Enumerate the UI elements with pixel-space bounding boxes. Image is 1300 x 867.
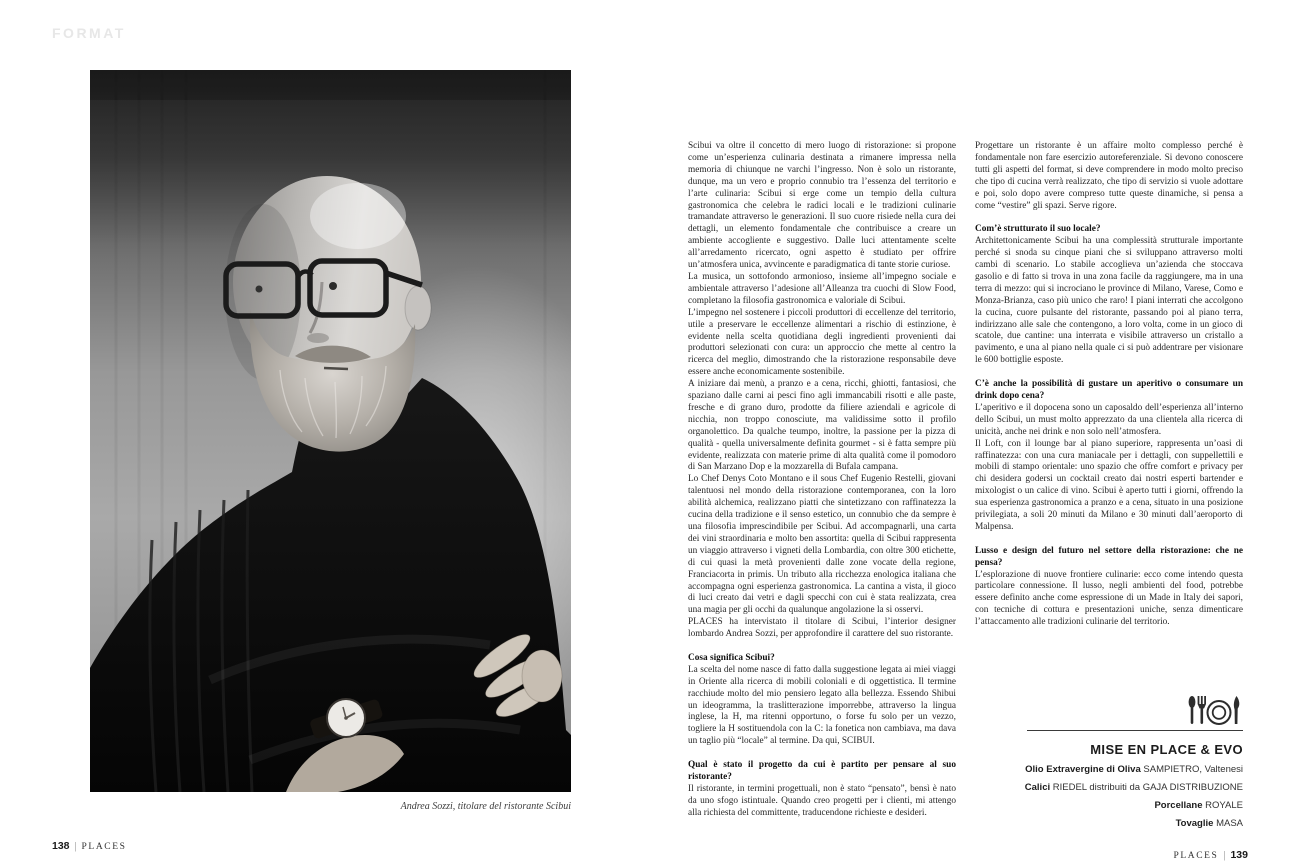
right-eye — [329, 282, 337, 290]
article-column-2 — [975, 141, 1243, 629]
mise-item-value: MASA — [1216, 818, 1243, 829]
plate-icon — [1208, 701, 1231, 724]
interview-question: Com’è strutturato il suo locale? — [975, 224, 1101, 235]
mise-item-label: Calici — [1024, 782, 1051, 793]
article-paragraph: Scibui va oltre il concetto di mero luogo di ristorazione: si propone come un’esperienza culinaria destinata a rimanere impressa nella memoria di chiunque ne varchi l’ingresso. Non è solo un ristorante, dunque, ma un vero e proprio connubio tra l’essenza del territorio e l’arte culinaria: Scibui si erge come un tempio della cultura gastronomica che celebra le radici locali e le tradizioni culinarie tramandate attraverso le generazioni. Il suo cuore risiede nella cura dei dettagli, un elemento fondamentale che contribuisce a creare un ambiente accogliente e suggestivo. Dalle luci attentamente scelte all’arredamento ricercato, ogni aspetto è studiato per offrire un’atmosfera unica, avvincente e paradigmatica di tante storie curiose. — [688, 141, 956, 271]
cutlery-plate-icon — [983, 694, 1243, 726]
left-eye — [256, 286, 263, 293]
fork-icon — [1198, 696, 1206, 724]
article-paragraph: A iniziare dai menù, a pranzo e a cena, ricchi, ghiotti, fantasiosi, che spaziano dalle carni ai pesci fino agli immancabili risotti e alle paste, fresche e di grano duro, prodotte da filiere aziendali e agricole di nicchia, non troppo conosciute, ma validissime sotto il profilo organolettico. Da qualche teumpo, inoltre, la passione per la pizza di qualità - quella universalmente definita gourmet - si è fatta sempre più evidente, realizzata con materie prime di alta qualità come il pomodoro di San Marzano Dop e la mozzarella di Bufala campana. — [688, 379, 956, 473]
article-paragraph: L’esplorazione di nuove frontiere culinarie: ecco come intendo questa particolare connessione. Il lusso, negli ambienti del food, potrebbe essere definito anche come espressione di un Made in Italy dei sapori, con tecniche di cottura e presentazioni uniche, senza dimenticare l’attaccamento alle tradizioni culinarie del territorio. — [975, 569, 1243, 628]
article-paragraph: PLACES ha intervistato il titolare di Scibui, l’interior designer lombardo Andrea Sozzi, per approfondire il carattere del suo ristorante. — [688, 617, 956, 640]
article-paragraph: La musica, un sottofondo armonioso, insieme all’impegno sociale e ambientale attraverso l’adesione all’Alleanza tra cuochi di Slow Food, completano la filosofia gastronomica e valoriale di Scibui. — [688, 271, 956, 306]
mise-item-label: Porcellane — [1154, 800, 1203, 811]
mise-item-label: Olio Extravergine di Oliva — [1025, 764, 1141, 775]
forehead-highlight — [310, 183, 406, 249]
interview-question: C’è anche la possibilità di gustare un aperitivo o consumare un drink dopo cena? — [975, 379, 1243, 401]
mise-item — [983, 800, 1243, 811]
footer-right — [1173, 849, 1248, 861]
article-paragraph: Architettonicamente Scibui ha una complessità strutturale importante perché si snoda su cinque piani che si sviluppano attraverso molti cambi di scenario. Lo stabile accoglieva un’azienda che stoccava gasolio e di fatto si trova in una zona facile da raggiungere, ma in una terra di mezzo: qui si incrociano le province di Milano, Varese, Como e Monza-Brianza, caso più unico che raro! I piani interrati che accolgono la cucina, cuore pulsante del ristorante, passando poi al piano terra, indirizzano alle sale che contengono, a loro volta, come in un gioco di scatole, due cantine: una interrata e visibile attraverso un cristallo a pavimento, e una al piano nella quale ci si può addentrare per visionare le 600 bottiglie esposte. — [975, 236, 1243, 366]
article-paragraph: Lo Chef Denys Coto Montano e il sous Chef Eugenio Restelli, giovani talentuosi nel mondo della ristorazione contemporanea, con la loro abilità alchemica, realizzano piatti che sintetizzano con raffinatezza la cucina della tradizione e il senso estetico, un connubio che da sempre è una filosofia imprescindibile per Scibui. Ad accompagnarli, una carta dei vini straordinaria e molto ben assortita: quella di Scibui rappresenta un viaggio attraverso i vigneti della Lombardia, con oltre 300 etichette, di cui quasi la metà provenienti dalle zone vocate della regione, Franciacorta in primis. Un tributo alla ricchezza enologica italiana che accompagna ogni esperienza gastronomica. La cantina a vista, il gioco di luci creato dai vetri e dagli specchi con cui è stata realizzata, crea una magia per gli occhi da qualunque angolazione la si osservi. — [688, 474, 956, 616]
mise-item — [983, 764, 1243, 775]
ear — [405, 286, 431, 330]
page-number: 138 — [52, 840, 70, 852]
mise-item-label: Tovaglie — [1175, 818, 1214, 829]
article-paragraph: La scelta del nome nasce di fatto dalla suggestione legata ai miei viaggi in Oriente alla ricerca di mobili coloniali e di oggettistica. Il termine racchiude molto del mio pensiero legato alla bellezza. Essendo Shibui un ideogramma, la traslitterazione imporrebbe, attraverso la lingua inglese, la H, ma ritenni opportuno, o forse fu solo per un vezzo, togliere la H sostituendola con la C: la fonetica non cambiava, ma dava un taglio più “locale” al termine. Da qui, SCIBUI. — [688, 664, 956, 747]
article-paragraph: Il ristorante, in termini progettuali, non è stato “pensato”, bensì è nato da uno sfogo istintuale. Quando creo progetti per i clienti, mi attengo alla richiesta del committente, traducendone richieste e desideri. — [688, 783, 956, 818]
article-paragraph: L’aperitivo e il dopocena sono un caposaldo dell’esperienza all’interno dello Scibui, un must molto apprezzato da una clientela alla ricerca di unicità, anche nei drink e non solo nell’atmosfera. — [975, 402, 1243, 437]
footer-separator: | — [74, 841, 77, 852]
portrait-photo — [90, 70, 571, 792]
article-paragraph: L’impegno nel sostenere i piccoli produttori di eccellenze del territorio, utile a preservare le eccellenze alimentari a rischio di estinzione, è evidente nella scelta quotidiana degli ingredienti provenienti dai produttori selezionati con cura: un approccio che mette al centro la ricerca del meglio, dimostrando che la ristorazione responsabile deve essere anche economicamente sostenibile. — [688, 307, 956, 378]
mise-title: MISE EN PLACE & EVO — [1090, 742, 1243, 757]
mise-item-value: SAMPIETRO, Valtenesi — [1143, 764, 1243, 775]
mouth-line — [324, 368, 348, 369]
magazine-name: PLACES — [1173, 851, 1219, 861]
mise-divider — [1027, 730, 1243, 731]
mise-en-place-section — [983, 694, 1243, 829]
mise-item — [983, 782, 1243, 793]
article-paragraph: Progettare un ristorante è un affaire molto complesso perché è fondamentale non fare esercizio autoreferenziale. Si devono conoscere tutti gli aspetti del format, si deve comprendere in modo molto preciso che tipo di cucina verrà realizzato, che tipo di servizio si vuole adottare e poi, solo dopo avere compreso tutte queste dinamiche, si pensa a come “vestire” gli spazi. Serve rigore. — [975, 141, 1243, 211]
mise-item-value: RIEDEL distribuiti da GAJA DISTRIBUZIONE — [1052, 782, 1243, 793]
footer-left — [52, 840, 127, 852]
knife-icon — [1234, 696, 1239, 724]
magazine-name: PLACES — [81, 842, 127, 852]
article-column-1 — [688, 141, 956, 820]
mise-item-value: ROYALE — [1205, 800, 1243, 811]
interview-question: Cosa significa Scibui? — [688, 652, 775, 663]
article-paragraph: Il Loft, con il lounge bar al piano superiore, rappresenta un’oasi di raffinatezza: con una cura maniacale per i dettagli, con suppellettili e mobili di stampo orientale: uno spazio che offre comfort e privacy per chi desidera godersi un cocktail creato dai nostri esperti bartender e mixologist o un calice di vino. Scibui è aperto tutti i giorni, offrendo la sua esperienza gastronomica a pranzo e a cena, situato in una posizione privilegiata, a soli 20 minuti da Milano e 30 minuti dall’aeroporto di Malpensa. — [975, 438, 1243, 532]
footer-separator: | — [1223, 850, 1226, 861]
portrait-photo-art — [90, 70, 571, 792]
spoon-icon — [1189, 696, 1196, 724]
interview-question: Lusso e design del futuro nel settore della ristorazione: che ne pensa? — [975, 545, 1243, 568]
portrait-caption: Andrea Sozzi, titolare del ristorante Scibui — [400, 801, 571, 812]
section-label: FORMAT — [52, 25, 126, 41]
nose-shadow — [307, 333, 329, 343]
mise-item — [983, 818, 1243, 829]
interview-question: Qual è stato il progetto da cui è partito per pensare al suo ristorante? — [688, 760, 956, 782]
page-number: 139 — [1230, 849, 1248, 861]
top-band — [90, 70, 571, 100]
